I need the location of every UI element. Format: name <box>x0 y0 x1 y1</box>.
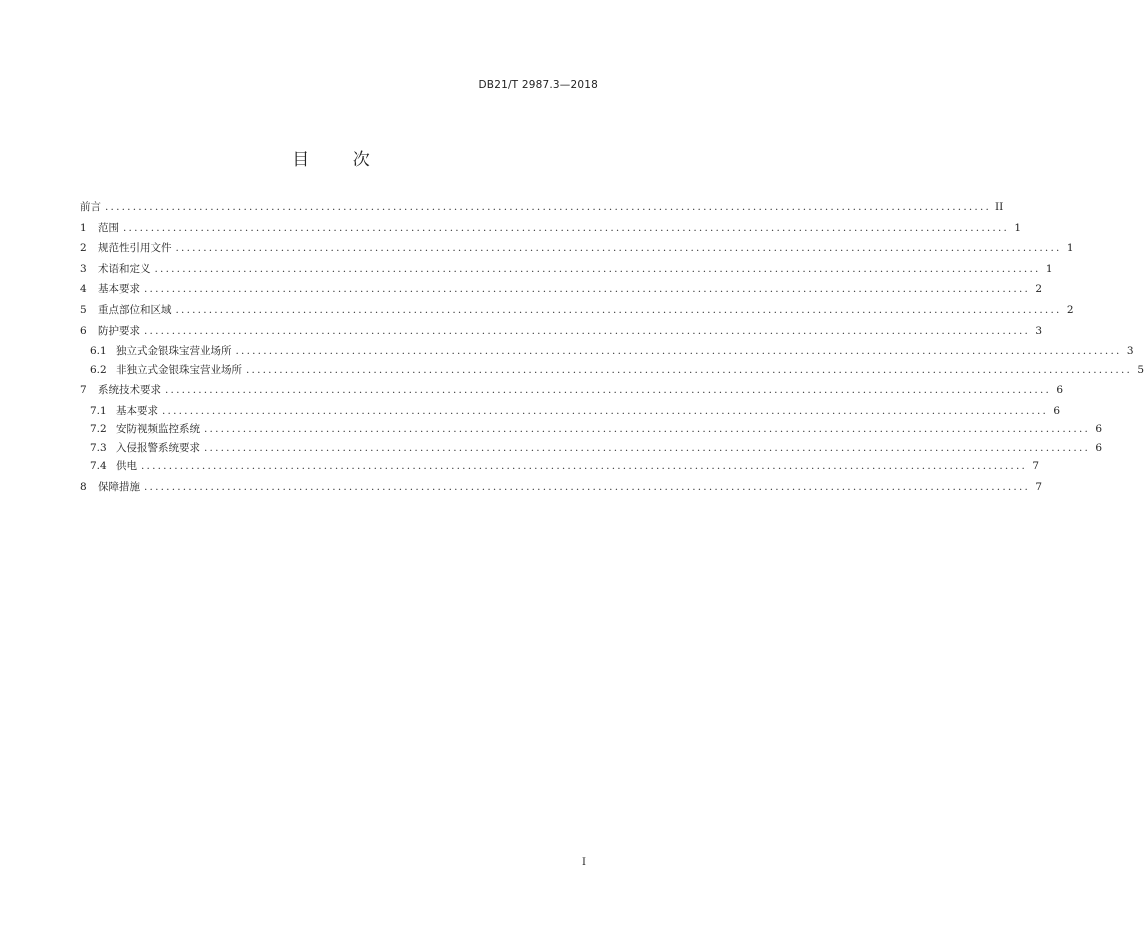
toc-entry[interactable] <box>80 382 1064 403</box>
toc-entry-number: 2 <box>80 242 87 255</box>
toc-entry-label: 重点部位和区域 <box>98 303 172 316</box>
toc-entry[interactable] <box>80 220 1022 241</box>
document-code: DB21/T 2987.3—2018 <box>478 79 598 91</box>
toc-entry[interactable] <box>80 458 1040 479</box>
toc-dot-leader: ................................................................................................................................................................ <box>204 423 1091 436</box>
toc-dot-leader: ................................................................................................................................................................ <box>141 459 1028 472</box>
toc-dot-leader: ................................................................................................................................................................ <box>204 441 1091 454</box>
page-number: I <box>582 857 586 868</box>
toc-entry-number: 7.3 <box>90 441 107 454</box>
toc-dot-leader: ................................................................................................................................................................ <box>105 201 992 213</box>
toc-dot-leader: ................................................................................................................................................................ <box>144 324 1031 337</box>
toc-entry-number: 7.4 <box>90 459 107 472</box>
toc-entry-page: 6 <box>1095 423 1103 436</box>
toc-dot-leader: ................................................................................................................................................................ <box>175 242 1062 255</box>
toc-entry-label: 独立式金银珠宝营业场所 <box>116 345 232 358</box>
toc-dot-leader: ................................................................................................................................................................ <box>144 480 1031 493</box>
toc-entry-number: 8 <box>80 480 87 493</box>
toc-entry-page: II <box>995 201 1004 213</box>
toc-entry[interactable] <box>80 403 1061 421</box>
toc-list <box>80 199 1144 499</box>
toc-title: 目 次 <box>292 150 370 170</box>
toc-entry[interactable] <box>80 240 1074 261</box>
toc-entry-number: 6.1 <box>90 345 107 358</box>
toc-entry-label: 供电 <box>116 459 137 472</box>
toc-entry[interactable] <box>80 199 1004 220</box>
toc-dot-leader: ................................................................................................................................................................ <box>246 363 1133 376</box>
toc-entry[interactable] <box>80 261 1053 282</box>
toc-entry-label: 范围 <box>98 221 119 234</box>
toc-dot-leader: ................................................................................................................................................................ <box>123 221 1010 234</box>
toc-entry-number: 5 <box>80 303 87 316</box>
toc-entry-number: 6 <box>80 324 87 337</box>
toc-entry-number: 6.2 <box>90 363 107 376</box>
toc-entry-number: 7 <box>80 384 87 397</box>
toc-entry-number: 1 <box>80 221 87 234</box>
toc-entry-page: 6 <box>1056 384 1064 397</box>
toc-entry-label: 基本要求 <box>116 404 158 417</box>
toc-entry-label: 基本要求 <box>98 283 140 296</box>
toc-dot-leader: ................................................................................................................................................................ <box>154 262 1041 275</box>
toc-entry[interactable] <box>80 479 1043 500</box>
toc-dot-leader: ................................................................................................................................................................ <box>144 283 1031 296</box>
toc-entry[interactable] <box>80 421 1103 439</box>
toc-entry-label: 规范性引用文件 <box>98 242 172 255</box>
toc-entry-page: 3 <box>1035 324 1043 337</box>
toc-entry[interactable] <box>80 281 1043 302</box>
toc-entry-label: 非独立式金银珠宝营业场所 <box>116 363 242 376</box>
toc-dot-leader: ................................................................................................................................................................ <box>165 384 1052 397</box>
toc-entry-number: 4 <box>80 283 87 296</box>
toc-entry-page: 6 <box>1095 441 1103 454</box>
toc-entry-label: 防护要求 <box>98 324 140 337</box>
toc-entry-label: 入侵报警系统要求 <box>116 441 200 454</box>
toc-entry-label: 保障措施 <box>98 480 140 493</box>
toc-entry[interactable] <box>80 323 1043 344</box>
toc-entry-label: 系统技术要求 <box>98 384 161 397</box>
toc-entry-page: 7 <box>1035 480 1043 493</box>
toc-entry-number: 3 <box>80 262 87 275</box>
toc-entry-label: 术语和定义 <box>98 262 151 275</box>
toc-entry[interactable] <box>80 362 1144 383</box>
toc-entry-number: 7.1 <box>90 404 107 417</box>
toc-dot-leader: ................................................................................................................................................................ <box>235 345 1122 358</box>
toc-entry-page: 3 <box>1126 345 1134 358</box>
toc-entry-label: 安防视频监控系统 <box>116 423 200 436</box>
toc-entry-label: 前言 <box>80 201 101 213</box>
toc-entry-page: 1 <box>1014 221 1022 234</box>
toc-entry-page: 1 <box>1045 262 1053 275</box>
toc-entry-page: 6 <box>1053 404 1061 417</box>
toc-entry[interactable] <box>80 302 1074 323</box>
toc-dot-leader: ................................................................................................................................................................ <box>175 303 1062 316</box>
toc-entry-number: 7.2 <box>90 423 107 436</box>
toc-entry[interactable] <box>80 440 1103 458</box>
toc-entry-page: 7 <box>1032 459 1040 472</box>
toc-entry[interactable] <box>80 343 1134 361</box>
toc-dot-leader: ................................................................................................................................................................ <box>162 404 1049 417</box>
toc-entry-page: 5 <box>1137 363 1144 376</box>
toc-entry-page: 2 <box>1066 303 1074 316</box>
toc-entry-page: 1 <box>1066 242 1074 255</box>
toc-entry-page: 2 <box>1035 283 1043 296</box>
